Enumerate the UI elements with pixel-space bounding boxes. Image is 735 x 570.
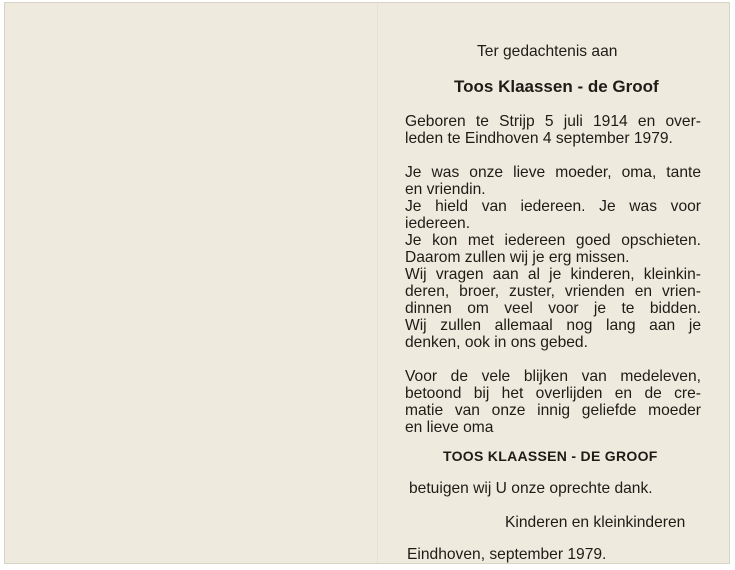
deceased-name: Toos Klaassen - de Groof (454, 77, 659, 96)
card-fold (377, 3, 379, 563)
poem-line: denken, ook in ons gebed. (405, 334, 588, 351)
birth-line: leden te Eindhoven 4 september 1979. (405, 130, 673, 147)
thanks-line: en lieve oma (405, 419, 494, 436)
birth-line: Geboren te Strijp 5 juli 1914 en over- (405, 113, 701, 130)
poem-line: dinnen om veel voor je te bidden. (405, 300, 701, 317)
thanks-line: matie van onze innig geliefde moeder (405, 402, 701, 419)
poem-line: Je hield van iedereen. Je was voor (405, 198, 701, 215)
signature-line: Kinderen en kleinkinderen (505, 514, 686, 531)
poem-line: Wij zullen allemaal nog lang aan je (405, 317, 701, 334)
poem-line: Daarom zullen wij je erg missen. (405, 249, 630, 266)
poem-line: iedereen. (405, 215, 471, 232)
gratitude-line: betuigen wij U onze oprechte dank. (409, 480, 653, 497)
poem-line: Je kon met iedereen goed opschieten. (405, 232, 701, 249)
place-date-line: Eindhoven, september 1979. (407, 546, 607, 563)
poem-line: Wij vragen aan al je kinderen, kleinkin- (405, 266, 701, 283)
thanks-line: betoond bij het overlijden en de cre- (405, 385, 701, 402)
poem-line: deren, broer, zuster, vrienden en vrien- (405, 283, 701, 300)
memorial-card (4, 2, 730, 564)
deceased-name-caps: TOOS KLAASSEN - DE GROOF (443, 448, 658, 464)
thanks-line: Voor de vele blijken van medeleven, (405, 368, 701, 385)
heading: Ter gedachtenis aan (477, 43, 618, 60)
poem-line: en vriendin. (405, 181, 486, 198)
poem-line: Je was onze lieve moeder, oma, tante (405, 164, 701, 181)
